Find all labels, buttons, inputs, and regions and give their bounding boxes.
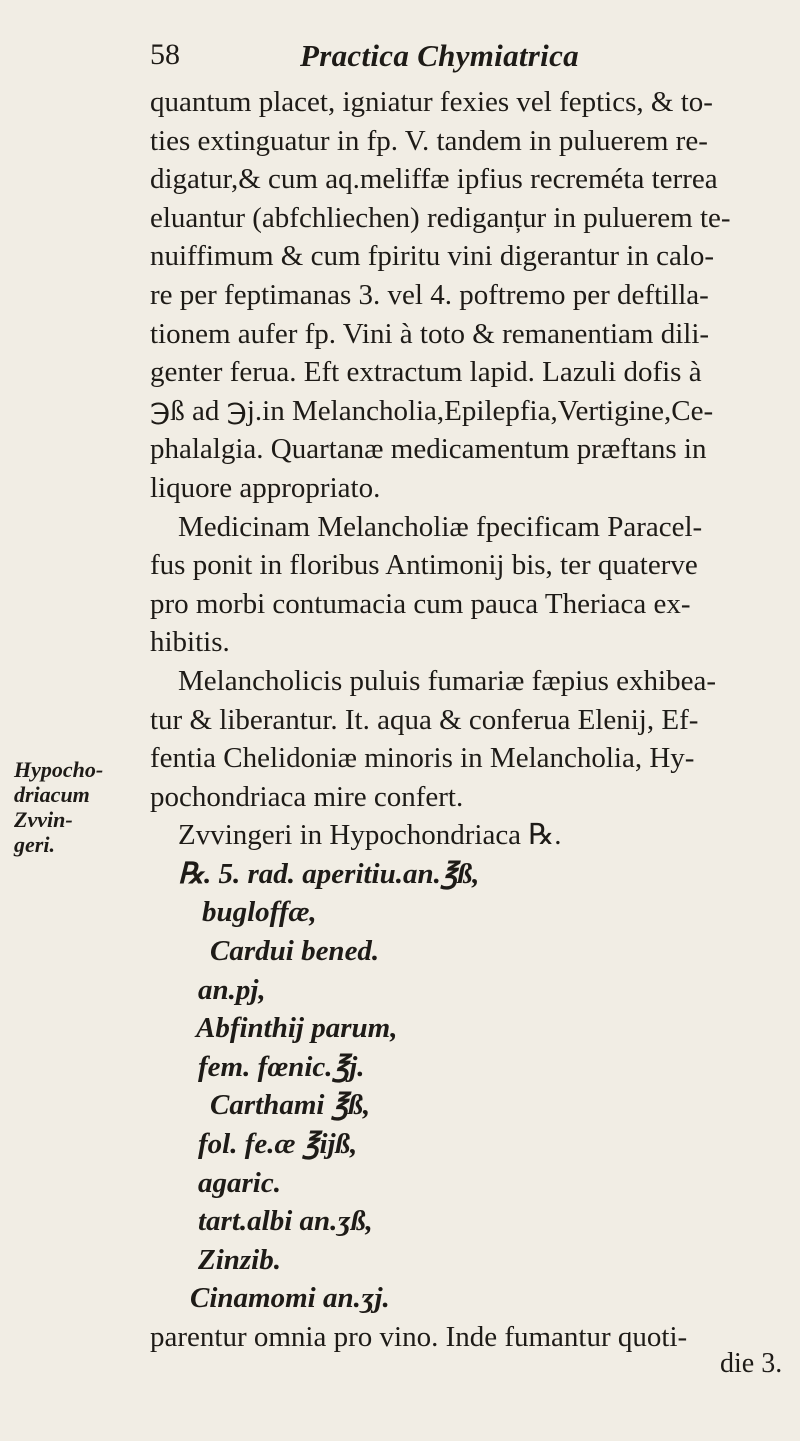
recipe-line: tart.albi an.ʒß, bbox=[198, 1205, 373, 1238]
running-title: Practica Chymiatrica bbox=[300, 38, 579, 73]
recipe-line: fem. fœnic.℥j. bbox=[198, 1050, 365, 1083]
recipe-line: Abfinthij parum, bbox=[196, 1012, 398, 1045]
text-line: ℈ß ad ℈j.in Melancholia,Epilepfia,Vertigine,Ce- bbox=[150, 394, 714, 427]
text-line: tionem aufer fp. Vini à toto & remanentiam dili- bbox=[150, 317, 710, 350]
recipe-line: Zinzib. bbox=[198, 1243, 281, 1276]
recipe-line: fol. fe.æ ℥ijß, bbox=[198, 1128, 358, 1161]
paragraph-start-line: Melancholicis puluis fumariæ fæpius exhibea- bbox=[178, 664, 717, 697]
recipe-line: Carthami ℥ß, bbox=[210, 1089, 371, 1122]
paragraph-start-line: Medicinam Melancholiæ fpecificam Paracel- bbox=[178, 510, 703, 543]
text-line: digatur,& cum aq.meliffæ ipfius recreméta terrea bbox=[150, 163, 718, 196]
text-line: phalalgia. Quartanæ medicamentum præftans in bbox=[150, 433, 707, 466]
marginal-note-line: Zvvin- bbox=[14, 807, 73, 832]
marginal-note-line: driacum bbox=[14, 782, 90, 807]
text-line: genter ferua. Eft extractum lapid. Lazuli dofis à bbox=[150, 356, 702, 389]
text-line: liquore appropriato. bbox=[150, 471, 381, 504]
text-line: fus ponit in floribus Antimonij bis, ter quaterve bbox=[150, 549, 698, 582]
recipe-line: Cinamomi an.ʒj. bbox=[190, 1282, 390, 1315]
page-number: 58 bbox=[150, 38, 180, 71]
recipe-line: an.pj, bbox=[198, 973, 266, 1006]
marginal-note bbox=[14, 757, 144, 857]
recipe-line: Cardui bened. bbox=[210, 935, 380, 968]
text-line: eluantur (abfchliechen) rediganțur in puluerem te- bbox=[150, 201, 731, 234]
text-line: nuiffimum & cum fpiritu vini digerantur in calo- bbox=[150, 240, 715, 273]
catchword: die 3. bbox=[720, 1348, 783, 1379]
text-line: tur & liberantur. It. aqua & conferua Elenij, Ef- bbox=[150, 703, 699, 736]
text-line: hibitis. bbox=[150, 626, 230, 659]
text-line: fentia Chelidoniæ minoris in Melancholia, Hy- bbox=[150, 742, 695, 775]
paragraph-start-line: Zvvingeri in Hypochondriaca ℞. bbox=[178, 819, 562, 852]
text-line: parentur omnia pro vino. Inde fumantur quoti- bbox=[150, 1321, 688, 1353]
marginal-note-line: geri. bbox=[14, 832, 55, 857]
marginal-note-line: Hypocho- bbox=[14, 757, 104, 782]
text-line: quantum placet, igniatur fexies vel feptics, & to- bbox=[150, 86, 713, 118]
text-line: pro morbi contumacia cum pauca Theriaca ex- bbox=[150, 587, 691, 620]
text-line: pochondriaca mire confert. bbox=[150, 780, 464, 813]
recipe-line: agaric. bbox=[198, 1166, 281, 1199]
page-header bbox=[150, 38, 670, 78]
body-text bbox=[150, 83, 800, 1357]
text-line: re per feptimanas 3. vel 4. poftremo per deftilla- bbox=[150, 278, 709, 311]
text-line: ties extinguatur in fp. V. tandem in puluerem re- bbox=[150, 124, 708, 157]
recipe-line: ℞. 5. rad. aperitiu.an.℥ß, bbox=[178, 857, 480, 890]
recipe-line: bugloffæ, bbox=[202, 896, 317, 929]
